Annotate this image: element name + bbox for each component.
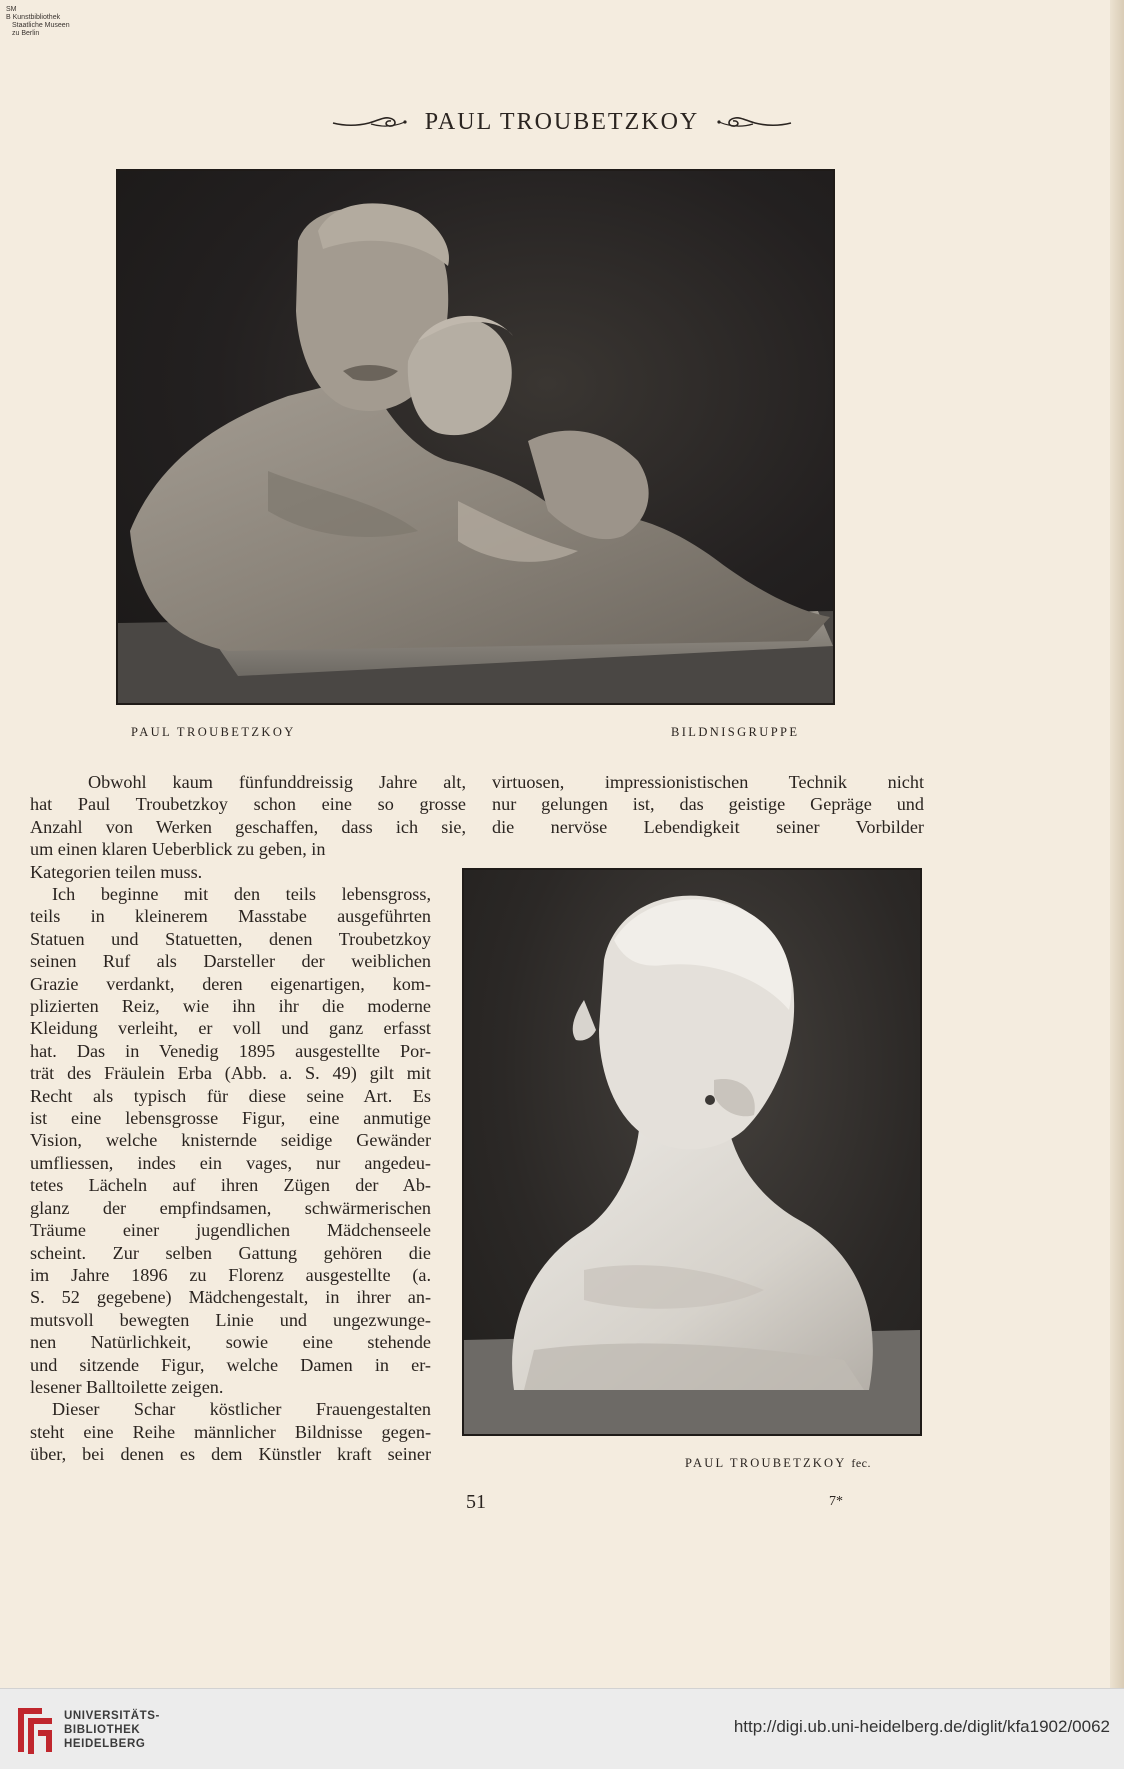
- caption-name: PAUL TROUBETZKOY: [685, 1456, 847, 1470]
- text-line: S. 52 gegebene) Mädchengestalt, in ihrer an-: [30, 1287, 431, 1308]
- text-line: Recht als typisch für diese seine Art. Es: [30, 1085, 431, 1106]
- text-line: glanz der empfindsamen, schwärmerischen: [30, 1197, 431, 1218]
- text-line: trät des Fräulein Erba (Abb. a. S. 49) gilt mit: [30, 1063, 431, 1084]
- text-line: seinen Ruf als Darsteller der weiblichen: [30, 951, 431, 972]
- figure-caption-sculptor: [685, 1456, 871, 1471]
- caption-suffix: fec.: [851, 1456, 872, 1470]
- stamp-line: SM: [6, 6, 17, 13]
- figure-caption-artist: PAUL TROUBETZKOY: [131, 725, 296, 739]
- text-line: Ich beginne mit den teils lebensgross,: [52, 884, 431, 904]
- text-line: nur gelungen ist, das geistige Gepräge und: [492, 794, 924, 815]
- text-line: hat. Das in Venedig 1895 ausgestellte Por-: [30, 1040, 431, 1061]
- text-line: Träume einer jugendlichen Mädchenseele: [30, 1220, 431, 1241]
- text-line: Anzahl von Werken geschaffen, dass ich sie,: [30, 816, 466, 837]
- library-name-line: UNIVERSITÄTS-: [64, 1710, 160, 1722]
- signature-mark: 7*: [829, 1494, 843, 1509]
- stamp-line: B Kunstbibliothek: [6, 14, 61, 21]
- text-line: umfliessen, indes ein vages, nur angedeu-: [30, 1152, 431, 1173]
- text-line: plizierten Reiz, wie ihn ihr die moderne: [30, 996, 431, 1017]
- library-name-line: BIBLIOTHEK: [64, 1724, 141, 1736]
- sculpture-photo-bust: [462, 868, 922, 1436]
- text-line: Vision, welche knisternde seidige Gewänder: [30, 1130, 431, 1151]
- text-line: und sitzende Figur, welche Damen in er-: [30, 1354, 431, 1375]
- text-line: Dieser Schar köstlicher Frauengestalten: [52, 1399, 431, 1420]
- digital-copy-url-link[interactable]: http://digi.ub.uni-heidelberg.de/diglit/kfa1902/0062: [733, 1717, 1110, 1736]
- text-line: Statuen und Statuetten, denen Troubetzkoy: [30, 928, 431, 949]
- text-line: teils in kleinerem Masstabe ausgeführten: [30, 906, 431, 927]
- page-edge-shadow: [1110, 0, 1124, 1688]
- stamp-line: Staatliche Museen: [12, 22, 70, 29]
- stamp-line: zu Berlin: [12, 30, 40, 37]
- text-line: hat Paul Troubetzkoy schon eine so grosse: [30, 794, 466, 815]
- ornament-right-icon: [715, 113, 793, 131]
- figure-caption-title: BILDNISGRUPPE: [671, 725, 800, 739]
- text-column-left: [30, 771, 466, 883]
- text-line: Kategorien teilen muss.: [30, 861, 203, 882]
- text-line: ist eine lebensgrosse Figur, eine anmutige: [30, 1108, 431, 1129]
- text-line: tetes Lächeln auf ihren Zügen der Ab-: [30, 1175, 431, 1196]
- page-number: 51: [466, 1491, 486, 1513]
- text-line: Kleidung verleiht, er voll und ganz erfasst: [30, 1018, 431, 1039]
- text-line: Obwohl kaum fünfunddreissig Jahre alt,: [88, 772, 466, 792]
- text-line: virtuosen, impressionistischen Technik nicht: [492, 772, 924, 792]
- text-line: die nervöse Lebendigkeit seiner Vorbilder: [492, 816, 924, 837]
- ornament-left-icon: [331, 113, 409, 131]
- university-library-logo-icon: [12, 1702, 58, 1758]
- sculpture-photo-portrait-group: [116, 169, 835, 705]
- text-column-left-narrow: [30, 883, 431, 1466]
- library-stamp: [6, 6, 96, 38]
- text-line: über, bei denen es dem Künstler kraft seiner: [30, 1444, 431, 1465]
- text-line: scheint. Zur selben Gattung gehören die: [30, 1242, 431, 1263]
- text-line: um einen klaren Ueberblick zu geben, in: [30, 839, 326, 860]
- text-line: lesener Balltoilette zeigen.: [30, 1376, 224, 1397]
- library-footer-bar: [0, 1688, 1124, 1769]
- text-line: Grazie verdankt, deren eigenartigen, kom-: [30, 973, 431, 994]
- library-name: [64, 1709, 160, 1751]
- running-head: [0, 108, 1124, 136]
- page-title: PAUL TROUBETZKOY: [424, 108, 700, 135]
- sculpture-bust-image: [464, 870, 920, 1434]
- text-line: im Jahre 1896 zu Florenz ausgestellte (a.: [30, 1264, 431, 1285]
- library-name-line: HEIDELBERG: [64, 1738, 146, 1750]
- text-line: mutsvoll bewegten Linie und ungezwunge-: [30, 1309, 431, 1330]
- text-column-right-top: [492, 771, 924, 838]
- text-line: steht eine Reihe männlicher Bildnisse gegen-: [30, 1421, 431, 1442]
- text-line: nen Natürlichkeit, sowie eine stehende: [30, 1332, 431, 1353]
- sculpture-group-image: [118, 171, 833, 703]
